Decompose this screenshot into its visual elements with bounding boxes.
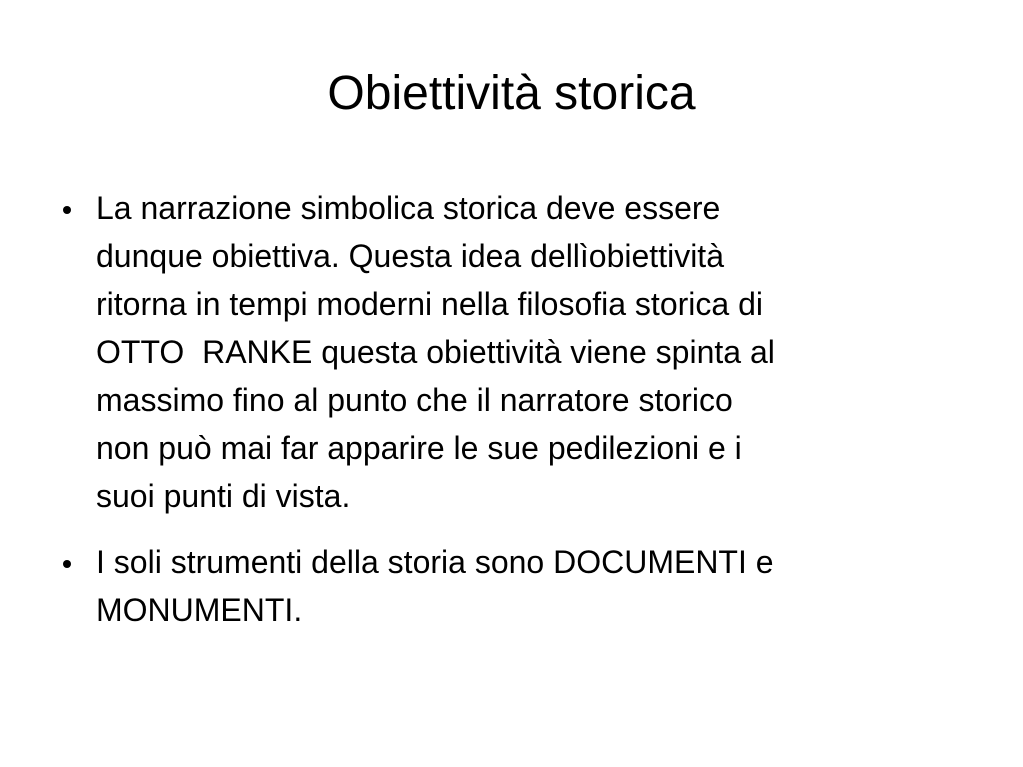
- bullet-text-line: MONUMENTI.: [96, 592, 303, 628]
- bullet-list: [58, 184, 988, 634]
- bullet-item: [58, 538, 988, 634]
- bullet-text-line: ritorna in tempi moderni nella filosofia storica di: [96, 286, 763, 322]
- slide-title: Obiettività storica: [327, 67, 696, 120]
- bullet-text-line: massimo fino al punto che il narratore storico: [96, 382, 733, 418]
- bullet-item: [58, 184, 988, 520]
- bullet-text-line: OTTO RANKE questa obiettività viene spinta al: [96, 334, 775, 370]
- bullet-text-line: dunque obiettiva. Questa idea dellìobiettività: [96, 238, 724, 274]
- bullet-text-line: suoi punti di vista.: [96, 478, 351, 514]
- bullet-text-line: I soli strumenti della storia sono DOCUMENTI e: [96, 544, 774, 580]
- bullet-text-line: non può mai far apparire le sue pedilezioni e i: [96, 430, 742, 466]
- bullet-text-line: La narrazione simbolica storica deve essere: [96, 190, 721, 226]
- bullet-dot-icon: [63, 560, 71, 568]
- bullet-dot-icon: [63, 206, 71, 214]
